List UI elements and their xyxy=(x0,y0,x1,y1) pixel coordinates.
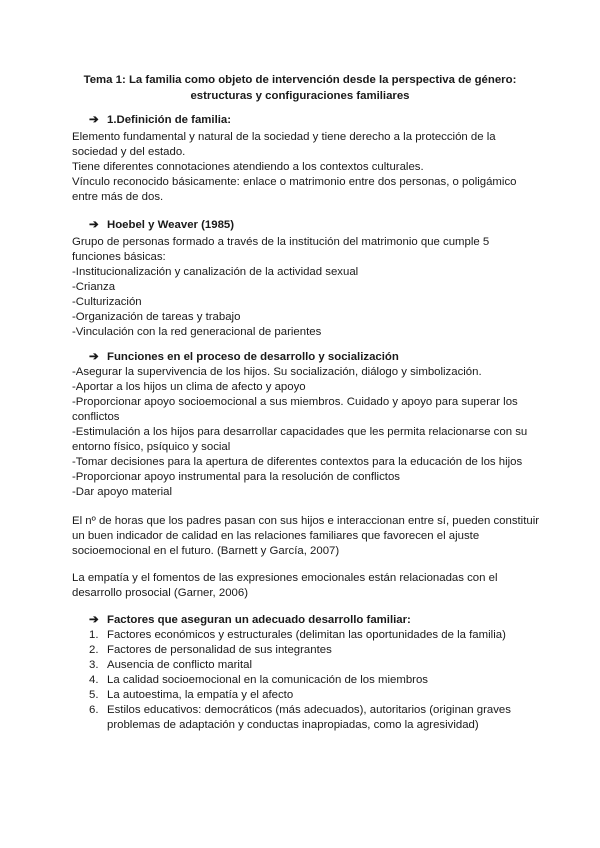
text-line: Elemento fundamental y natural de la sociedad y tiene derecho a la protección de la xyxy=(72,131,496,143)
text-line: sociedad y del estado. xyxy=(72,146,186,158)
list-item: -Culturización xyxy=(72,296,142,308)
heading-hoebel xyxy=(89,218,234,233)
list-item-text: La autoestima, la empatía y el afecto xyxy=(107,689,294,701)
heading-funciones xyxy=(89,350,399,365)
list-item xyxy=(72,688,530,703)
list-item: -Asegurar la supervivencia de los hijos. Su socialización, diálogo y simbolización. xyxy=(72,366,482,378)
text-line: La empatía y el fomentos de las expresiones emocionales están relacionadas con el xyxy=(72,572,498,584)
list-item xyxy=(72,628,530,643)
list-item-text: Estilos educativos: democráticos (más adecuados), autoritarios (originan graves xyxy=(107,704,511,716)
paragraph-funciones xyxy=(72,365,530,500)
paragraph-barnett xyxy=(72,514,540,559)
list-item xyxy=(72,658,530,673)
paragraph-garner xyxy=(72,571,530,601)
list-item: -Proporcionar apoyo socioemocional a sus miembros. Cuidado y apoyo para superar los xyxy=(72,396,518,408)
heading-factores-text: Factores que aseguran un adecuado desarrollo familiar: xyxy=(107,614,411,626)
text-line: Vínculo reconocido básicamente: enlace o matrimonio entre dos personas, o poligámico xyxy=(72,176,517,188)
arrow-icon: ➔ xyxy=(89,351,99,363)
list-item: -Tomar decisiones para la apertura de diferentes contextos para la educación de los hijos xyxy=(72,456,523,468)
list-item: -Proporcionar apoyo instrumental para la resolución de conflictos xyxy=(72,471,400,483)
list-item: -Dar apoyo material xyxy=(72,486,173,498)
text-line: Grupo de personas formado a través de la institución del matrimonio que cumple 5 xyxy=(72,236,490,248)
numbered-list-factores xyxy=(72,628,530,733)
paragraph-definicion xyxy=(72,130,530,205)
list-item xyxy=(72,703,530,733)
list-number: 2. xyxy=(89,644,99,656)
heading-definicion xyxy=(89,113,231,128)
list-item: -Estimulación a los hijos para desarrollar capacidades que les permita relacionarse con su xyxy=(72,426,528,438)
list-item-text: Factores económicos y estructurales (delimitan las oportunidades de la familia) xyxy=(107,629,506,641)
list-item xyxy=(72,643,530,658)
text-line: socioemocional en el futuro. (Barnett y García, 2007) xyxy=(72,545,340,557)
paragraph-hoebel xyxy=(72,235,530,340)
text-line: El nº de horas que los padres pasan con sus hijos e interaccionan entre sí, pueden constituir xyxy=(72,515,540,527)
text-line: funciones básicas: xyxy=(72,251,166,263)
list-item: entorno físico, psíquico y social xyxy=(72,441,231,453)
heading-factores xyxy=(89,613,411,628)
list-number: 4. xyxy=(89,674,99,686)
list-number: 5. xyxy=(89,689,99,701)
list-item: -Organización de tareas y trabajo xyxy=(72,311,241,323)
list-item-text: La calidad socioemocional en la comunicación de los miembros xyxy=(107,674,429,686)
text-line: Tiene diferentes connotaciones atendiendo a los contextos culturales. xyxy=(72,161,424,173)
list-item-text: Ausencia de conflicto marital xyxy=(107,659,252,671)
title-line-2: estructuras y configuraciones familiares xyxy=(190,90,410,102)
list-item-text: Factores de personalidad de sus integrantes xyxy=(107,644,332,656)
text-line: desarrollo prosocial (Garner, 2006) xyxy=(72,587,249,599)
list-item xyxy=(72,673,530,688)
arrow-icon: ➔ xyxy=(89,219,99,231)
list-item: -Institucionalización y canalización de la actividad sexual xyxy=(72,266,359,278)
text-line: un buen indicador de calidad en las relaciones familiares que favorecen el ajuste xyxy=(72,530,480,542)
heading-funciones-text: Funciones en el proceso de desarrollo y socialización xyxy=(107,351,399,363)
list-item: -Crianza xyxy=(72,281,116,293)
title-line-1: Tema 1: La familia como objeto de intervención desde la perspectiva de género: xyxy=(83,74,517,86)
list-number: 3. xyxy=(89,659,99,671)
list-number: 1. xyxy=(89,629,99,641)
list-number: 6. xyxy=(89,704,99,716)
list-item: conflictos xyxy=(72,411,120,423)
arrow-icon: ➔ xyxy=(89,614,99,626)
heading-hoebel-text: Hoebel y Weaver (1985) xyxy=(107,219,235,231)
list-item: -Vinculación con la red generacional de parientes xyxy=(72,326,322,338)
document-title xyxy=(72,72,528,104)
text-line: entre más de dos. xyxy=(72,191,164,203)
list-item: -Aportar a los hijos un clima de afecto y apoyo xyxy=(72,381,306,393)
list-item-text: problemas de adaptación y conductas inapropiadas, como la agresividad) xyxy=(107,719,479,731)
heading-definicion-text: 1.Definición de familia: xyxy=(107,114,232,126)
arrow-icon: ➔ xyxy=(89,114,99,126)
